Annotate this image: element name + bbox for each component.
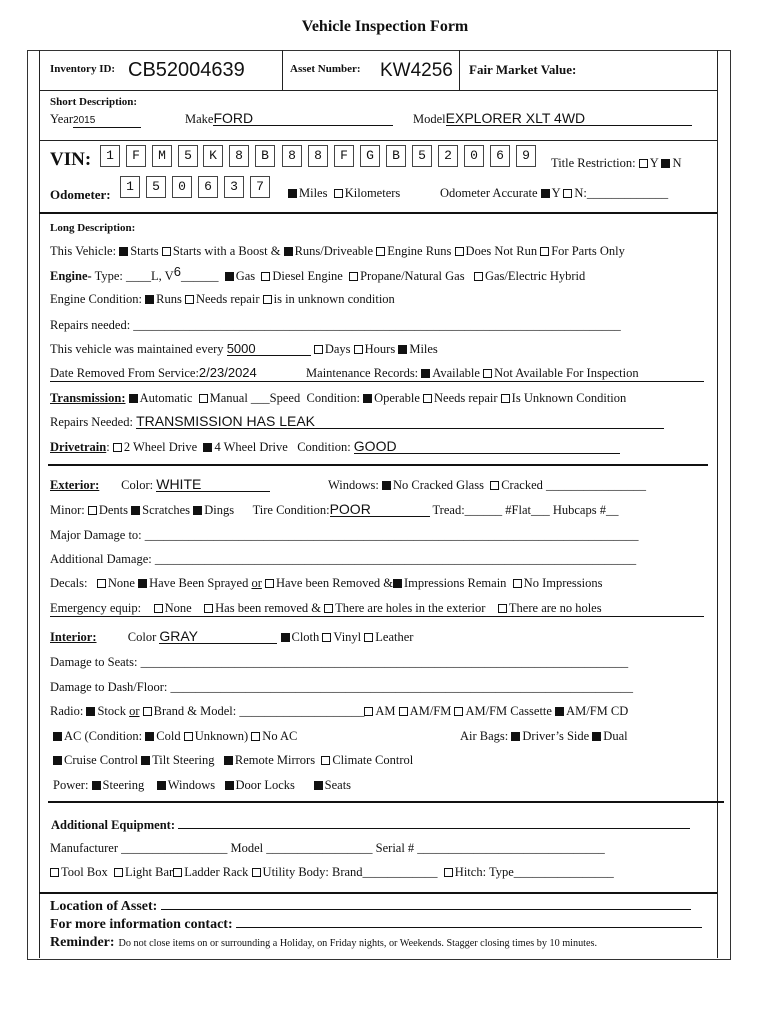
miles-label: Miles <box>299 186 328 200</box>
no-ac-label: No AC <box>262 729 298 743</box>
cracked-checkbox[interactable] <box>490 481 499 490</box>
emergency-row <box>50 601 704 617</box>
odometer-units <box>288 186 400 201</box>
transmission-row <box>50 391 626 406</box>
drivetrain-condition-label: Condition: <box>297 440 351 454</box>
vin-char-box[interactable]: 1 <box>100 145 120 167</box>
additional-equipment-label: Additional Equipment: <box>51 818 175 832</box>
records-available-label: Available <box>432 366 480 380</box>
additional-equipment-row <box>51 816 690 833</box>
dents-label: Dents <box>98 503 129 517</box>
rule <box>39 140 717 141</box>
operable-checkbox[interactable] <box>363 394 372 403</box>
additional-damage-line[interactable]: Additional Damage: _____________________________________________________________________________ <box>50 552 637 566</box>
engine-runs-checkbox[interactable] <box>376 247 385 256</box>
asset-label: Asset Number: <box>290 63 361 75</box>
exterior-label: Exterior: <box>50 478 100 492</box>
emergency-none-checkbox[interactable] <box>154 604 163 613</box>
cloth-label: Cloth <box>291 630 320 644</box>
lightbar-checkbox[interactable] <box>114 868 123 877</box>
automatic-checkbox[interactable] <box>129 394 138 403</box>
toolbox-checkbox[interactable] <box>50 868 59 877</box>
power-seats-label: Seats <box>324 778 352 792</box>
power-row <box>53 778 351 793</box>
ac-unknown-checkbox[interactable] <box>184 732 193 741</box>
4wd-checkbox[interactable] <box>203 443 212 452</box>
odometer-accurate <box>440 186 668 201</box>
tread-line: Tread:______ #Flat___ Hubcaps #__ <box>432 503 619 517</box>
rule <box>39 90 717 91</box>
asset-value[interactable]: KW4256 <box>380 60 453 81</box>
impressions-checkbox[interactable] <box>393 579 402 588</box>
make-label: Make <box>185 112 214 126</box>
accurate-y-checkbox[interactable] <box>541 189 550 198</box>
utility-checkbox[interactable] <box>252 868 261 877</box>
not-run-label: Does Not Run <box>465 244 538 258</box>
engine-unknown-label: is in unknown condition <box>273 292 395 306</box>
holes-label: There are holes in the exterior <box>335 601 486 615</box>
title-restriction <box>551 156 681 171</box>
trans-needs-repair-checkbox[interactable] <box>423 394 432 403</box>
trans-repairs-value[interactable]: TRANSMISSION HAS LEAK <box>136 415 664 429</box>
make-value[interactable]: FORD <box>213 112 393 126</box>
odometer-label: Odometer: <box>50 187 111 202</box>
fmv-label: Fair Market Value: <box>469 62 577 77</box>
dings-checkbox[interactable] <box>193 506 202 515</box>
decals-none-checkbox[interactable] <box>97 579 106 588</box>
decals-removed-checkbox[interactable] <box>265 579 274 588</box>
odometer-digit-box[interactable]: 6 <box>198 176 218 198</box>
transmission-label: Transmission: <box>50 391 126 405</box>
hybrid-label: Gas/Electric Hybrid <box>484 269 586 283</box>
title-n-checkbox[interactable] <box>661 159 670 168</box>
cassette-label: AM/FM Cassette <box>465 704 552 718</box>
decals-row <box>50 576 603 591</box>
model-value[interactable]: EXPLORER XLT 4WD <box>446 112 692 126</box>
rule <box>39 892 717 894</box>
emergency-none-label: None <box>164 601 192 615</box>
ladder-label: Ladder Rack <box>184 865 249 879</box>
no-impressions-label: No Impressions <box>523 576 603 590</box>
vin-char-box[interactable]: 6 <box>490 145 510 167</box>
decals-removed-label: Have been Removed & <box>276 576 393 590</box>
contact-line[interactable] <box>236 914 702 928</box>
decals-label: Decals: <box>50 576 88 590</box>
hours-label: Hours <box>364 342 396 356</box>
trans-unknown-checkbox[interactable] <box>501 394 510 403</box>
ac-unknown-label: Unknown) <box>194 729 249 743</box>
diesel-checkbox[interactable] <box>261 272 270 281</box>
not-run-checkbox[interactable] <box>455 247 464 256</box>
drivetrain-label: Drivetrain <box>50 440 107 454</box>
vin-char-box[interactable]: B <box>255 145 275 167</box>
removed-service-row <box>50 366 704 382</box>
lightbar-label: Light Bar <box>124 865 174 879</box>
4wd-label: 4 Wheel Drive <box>214 440 288 454</box>
door-locks-label: Door Locks <box>235 778 295 792</box>
engine-runs-cond-checkbox[interactable] <box>145 295 154 304</box>
no-impressions-checkbox[interactable] <box>513 579 522 588</box>
engine-label: Engine- <box>50 269 92 283</box>
ac-row <box>53 729 297 744</box>
minor-damage-row <box>50 503 618 518</box>
scratches-label: Scratches <box>142 503 191 517</box>
airbags-row <box>460 729 628 744</box>
radio-or-label: or <box>129 704 140 718</box>
vehicle-status-row <box>50 244 625 259</box>
major-damage-line[interactable]: Major Damage to: _______________________________________________________________________________ <box>50 528 639 542</box>
brand-checkbox[interactable] <box>143 707 152 716</box>
trans-repairs-label: Repairs Needed: <box>50 415 133 429</box>
interior-color-value[interactable]: GRAY <box>159 630 277 644</box>
radio-row <box>50 704 628 719</box>
location-row <box>50 896 691 915</box>
boost-label: Starts with a Boost & <box>172 244 281 258</box>
cylinders-value[interactable]: 6 <box>173 264 181 279</box>
radio-label: Radio: <box>50 704 84 718</box>
hybrid-checkbox[interactable] <box>474 272 483 281</box>
no-ac-checkbox[interactable] <box>251 732 260 741</box>
records-available-checkbox[interactable] <box>421 369 430 378</box>
reminder-label: Reminder: <box>50 935 115 950</box>
vinyl-label: Vinyl <box>333 630 362 644</box>
power-steering-label: Steering <box>102 778 145 792</box>
inventory-label: Inventory ID: <box>50 63 116 75</box>
records-not-available-checkbox[interactable] <box>483 369 492 378</box>
rule <box>48 801 724 803</box>
km-label: Kilometers <box>344 186 401 200</box>
hitch-checkbox[interactable] <box>444 868 453 877</box>
inner-right-rule <box>717 50 718 958</box>
maintenance-row <box>50 342 438 357</box>
location-label: Location of Asset: <box>50 899 158 914</box>
vin-char-box[interactable]: 8 <box>308 145 328 167</box>
vin-char-box[interactable]: F <box>334 145 354 167</box>
cold-checkbox[interactable] <box>145 732 154 741</box>
rule <box>48 464 708 466</box>
odometer-accurate-label: Odometer Accurate <box>440 186 538 200</box>
engine-needs-repair-label: Needs repair <box>195 292 260 306</box>
cold-label: Cold <box>156 729 181 743</box>
tire-condition-value[interactable]: POOR <box>330 503 430 517</box>
exterior-color-value[interactable]: WHITE <box>156 478 270 492</box>
days-label: Days <box>324 342 351 356</box>
boost-checkbox[interactable] <box>162 247 171 256</box>
2wd-label: 2 Wheel Drive <box>123 440 198 454</box>
odometer-digit-box[interactable]: 0 <box>172 176 192 198</box>
emergency-removed-label: Has been removed & <box>215 601 322 615</box>
odometer-digit-box[interactable]: 7 <box>250 176 270 198</box>
long-desc-heading: Long Description: <box>50 222 136 234</box>
inventory-value[interactable]: CB52004639 <box>128 59 245 81</box>
title-y-checkbox[interactable] <box>639 159 648 168</box>
year-field <box>50 112 141 128</box>
no-cracked-label: No Cracked Glass <box>393 478 484 492</box>
maint-records-label: Maintenance Records: <box>306 366 419 380</box>
ladder-checkbox[interactable] <box>173 868 182 877</box>
operable-label: Operable <box>374 391 420 405</box>
propane-checkbox[interactable] <box>349 272 358 281</box>
accurate-n-label: N:_____________ <box>574 186 669 200</box>
engine-type-label: Type: ____L, V <box>94 269 174 283</box>
drivers-side-checkbox[interactable] <box>511 732 520 741</box>
leather-checkbox[interactable] <box>364 633 373 642</box>
no-cracked-checkbox[interactable] <box>382 481 391 490</box>
runs-driveable-label: Runs/Driveable <box>294 244 374 258</box>
vin-char-box[interactable]: 8 <box>229 145 249 167</box>
title-restriction-label: Title Restriction: <box>551 156 636 170</box>
hours-checkbox[interactable] <box>354 345 363 354</box>
no-holes-label: There are no holes <box>508 601 602 615</box>
maintenance-label: This vehicle was maintained every <box>50 342 224 356</box>
cruise-label: Cruise Control <box>64 753 138 767</box>
form-title: Vehicle Inspection Form <box>301 18 469 35</box>
holes-checkbox[interactable] <box>324 604 333 613</box>
gas-label: Gas <box>235 269 256 283</box>
emergency-label: Emergency equip: <box>50 601 142 615</box>
power-windows-checkbox[interactable] <box>157 781 166 790</box>
engine-runs-cond-label: Runs <box>156 292 182 306</box>
model-field <box>413 112 692 127</box>
vin-char-box[interactable]: 5 <box>178 145 198 167</box>
seats-damage-line[interactable]: Damage to Seats: ______________________________________________________________________________ <box>50 655 629 669</box>
power-steering-checkbox[interactable] <box>92 781 101 790</box>
engine-type-row <box>50 264 586 284</box>
scratches-checkbox[interactable] <box>131 506 140 515</box>
automatic-label: Automatic <box>139 391 193 405</box>
runs-driveable-checkbox[interactable] <box>284 247 293 256</box>
cracked-label: Cracked ________________ <box>501 478 646 492</box>
amfm-label: AM/FM <box>409 704 452 718</box>
vin-char-box[interactable]: 2 <box>438 145 458 167</box>
km-checkbox[interactable] <box>334 189 343 198</box>
manufacturer-line[interactable]: Manufacturer _________________ Model _________________ Serial # ______________________________ <box>50 841 605 855</box>
starts-checkbox[interactable] <box>119 247 128 256</box>
maint-miles-checkbox[interactable] <box>398 345 407 354</box>
maintenance-interval-value[interactable]: 5000 <box>227 343 311 356</box>
cd-label: AM/FM CD <box>566 704 629 718</box>
vin-char-box[interactable]: G <box>360 145 380 167</box>
dual-checkbox[interactable] <box>592 732 601 741</box>
year-value[interactable]: 2015 <box>73 115 141 128</box>
exterior-color-label: Color: <box>121 478 154 492</box>
interior-row <box>50 630 413 645</box>
sprayed-checkbox[interactable] <box>138 579 147 588</box>
reminder-row <box>50 933 597 951</box>
starts-label: Starts <box>130 244 159 258</box>
toolbox-label: Tool Box <box>61 865 108 879</box>
location-line[interactable] <box>161 896 691 910</box>
engine-condition-label: Engine Condition: <box>50 292 143 306</box>
vin-char-box[interactable]: K <box>203 145 223 167</box>
parts-only-checkbox[interactable] <box>540 247 549 256</box>
options-row <box>53 753 413 768</box>
amfm-checkbox[interactable] <box>399 707 408 716</box>
stock-checkbox[interactable] <box>86 707 95 716</box>
utility-line: Utility Body: Brand____________ <box>262 865 438 879</box>
brand-model-line: Brand & Model: ____________________ <box>153 704 365 718</box>
2wd-checkbox[interactable] <box>113 443 122 452</box>
minor-label: Minor: <box>50 503 85 517</box>
leather-label: Leather <box>375 630 414 644</box>
vin-char-box[interactable]: 0 <box>464 145 484 167</box>
dings-label: Dings <box>204 503 235 517</box>
trans-needs-repair-label: Needs repair <box>434 391 498 405</box>
cruise-checkbox[interactable] <box>53 756 62 765</box>
vin-char-box[interactable]: 9 <box>516 145 536 167</box>
records-not-available-label: Not Available For Inspection <box>494 366 639 380</box>
vin-char-box[interactable]: B <box>386 145 406 167</box>
inner-left-rule <box>39 50 40 958</box>
hitch-line: Hitch: Type________________ <box>454 865 614 879</box>
contact-label: For more information contact: <box>50 917 233 932</box>
cd-checkbox[interactable] <box>555 707 564 716</box>
climate-label: Climate Control <box>332 753 414 767</box>
diesel-label: Diesel Engine <box>272 269 343 283</box>
contact-row <box>50 914 702 933</box>
impressions-label: Impressions Remain <box>404 576 507 590</box>
drivers-side-label: Driver’s Side <box>522 729 590 743</box>
year-label: Year <box>50 112 74 126</box>
engine-needs-repair-checkbox[interactable] <box>185 295 194 304</box>
stock-label: Stock <box>97 704 126 718</box>
power-label: Power: <box>53 778 89 792</box>
cloth-checkbox[interactable] <box>281 633 290 642</box>
this-vehicle-label: This Vehicle: <box>50 244 117 258</box>
interior-label: Interior: <box>50 630 97 644</box>
tilt-checkbox[interactable] <box>141 756 150 765</box>
power-seats-checkbox[interactable] <box>314 781 323 790</box>
am-label: AM <box>375 704 396 718</box>
transmission-condition-label: Condition: <box>306 391 360 405</box>
dash-damage-line[interactable]: Damage to Dash/Floor: __________________________________________________________________________ <box>50 680 633 694</box>
accurate-n-checkbox[interactable] <box>563 189 572 198</box>
sprayed-label: Have Been Sprayed <box>149 576 249 590</box>
trans-repairs-row <box>50 415 664 430</box>
removed-label: Date Removed From Service: <box>50 366 199 380</box>
door-locks-checkbox[interactable] <box>225 781 234 790</box>
cylinders-blank: ______ <box>180 269 219 283</box>
mirrors-label: Remote Mirrors <box>234 753 316 767</box>
vin-char-box[interactable]: 5 <box>412 145 432 167</box>
vin-char-box[interactable]: F <box>126 145 146 167</box>
trans-unknown-label: Is Unknown Condition <box>511 391 627 405</box>
rule <box>282 50 283 90</box>
drivetrain-condition-value[interactable]: GOOD <box>354 440 620 454</box>
title-n-label: N <box>672 156 682 170</box>
manual-checkbox[interactable] <box>199 394 208 403</box>
repairs-needed-line[interactable]: Repairs needed: ______________________________________________________________________________ <box>50 318 621 332</box>
drivetrain-row: Drivetrain: 2 Wheel Drive 4 Wheel Drive Condition: GOOD <box>50 440 620 455</box>
vin-label: VIN: <box>50 149 92 170</box>
days-checkbox[interactable] <box>314 345 323 354</box>
ac-checkbox[interactable] <box>53 732 62 741</box>
vin-char-box[interactable]: 8 <box>282 145 302 167</box>
exterior-color-row <box>50 478 270 493</box>
cassette-checkbox[interactable] <box>454 707 463 716</box>
windows-row <box>328 478 646 493</box>
odometer-digit-box[interactable]: 3 <box>224 176 244 198</box>
or-label: or <box>251 576 262 590</box>
vinyl-checkbox[interactable] <box>322 633 331 642</box>
additional-equipment-line[interactable] <box>178 816 690 829</box>
rule <box>459 50 460 90</box>
accurate-y-label: Y <box>551 186 561 200</box>
dual-label: Dual <box>603 729 628 743</box>
removed-date-value[interactable]: 2/23/2024 <box>198 365 257 380</box>
parts-only-label: For Parts Only <box>551 244 625 258</box>
maint-miles-label: Miles <box>409 342 438 356</box>
engine-runs-label: Engine Runs <box>387 244 452 258</box>
odometer-digit-box[interactable]: 5 <box>146 176 166 198</box>
dents-checkbox[interactable] <box>88 506 97 515</box>
rule <box>39 212 717 214</box>
make-field <box>185 112 393 127</box>
short-desc-heading: Short Description: <box>50 96 138 108</box>
model-label: Model <box>413 112 446 126</box>
title-y-label: Y <box>649 156 659 170</box>
no-holes-checkbox[interactable] <box>498 604 507 613</box>
miles-checkbox[interactable] <box>288 189 297 198</box>
tire-condition-label: Tire Condition: <box>252 503 330 517</box>
climate-checkbox[interactable] <box>321 756 330 765</box>
am-checkbox[interactable] <box>364 707 373 716</box>
equipment-options-row <box>50 865 614 880</box>
gas-checkbox[interactable] <box>225 272 234 281</box>
reminder-text: Do not close items on or surrounding a Holiday, on Friday nights, or Weekends. Stagger closing times by 10 minutes. <box>118 938 598 949</box>
propane-label: Propane/Natural Gas <box>360 269 465 283</box>
interior-color-label: Color <box>127 630 157 644</box>
engine-condition-row <box>50 292 395 307</box>
ac-label: AC (Condition: <box>64 729 143 743</box>
engine-unknown-checkbox[interactable] <box>263 295 272 304</box>
windows-label: Windows: <box>328 478 379 492</box>
emergency-removed-checkbox[interactable] <box>204 604 213 613</box>
airbags-label: Air Bags: <box>460 729 509 743</box>
decals-none-label: None <box>107 576 135 590</box>
vin-char-box[interactable]: M <box>152 145 172 167</box>
odometer-digit-box[interactable]: 1 <box>120 176 140 198</box>
tilt-label: Tilt Steering <box>152 753 215 767</box>
manual-label: Manual ___Speed <box>209 391 301 405</box>
mirrors-checkbox[interactable] <box>224 756 233 765</box>
power-windows-label: Windows <box>167 778 216 792</box>
